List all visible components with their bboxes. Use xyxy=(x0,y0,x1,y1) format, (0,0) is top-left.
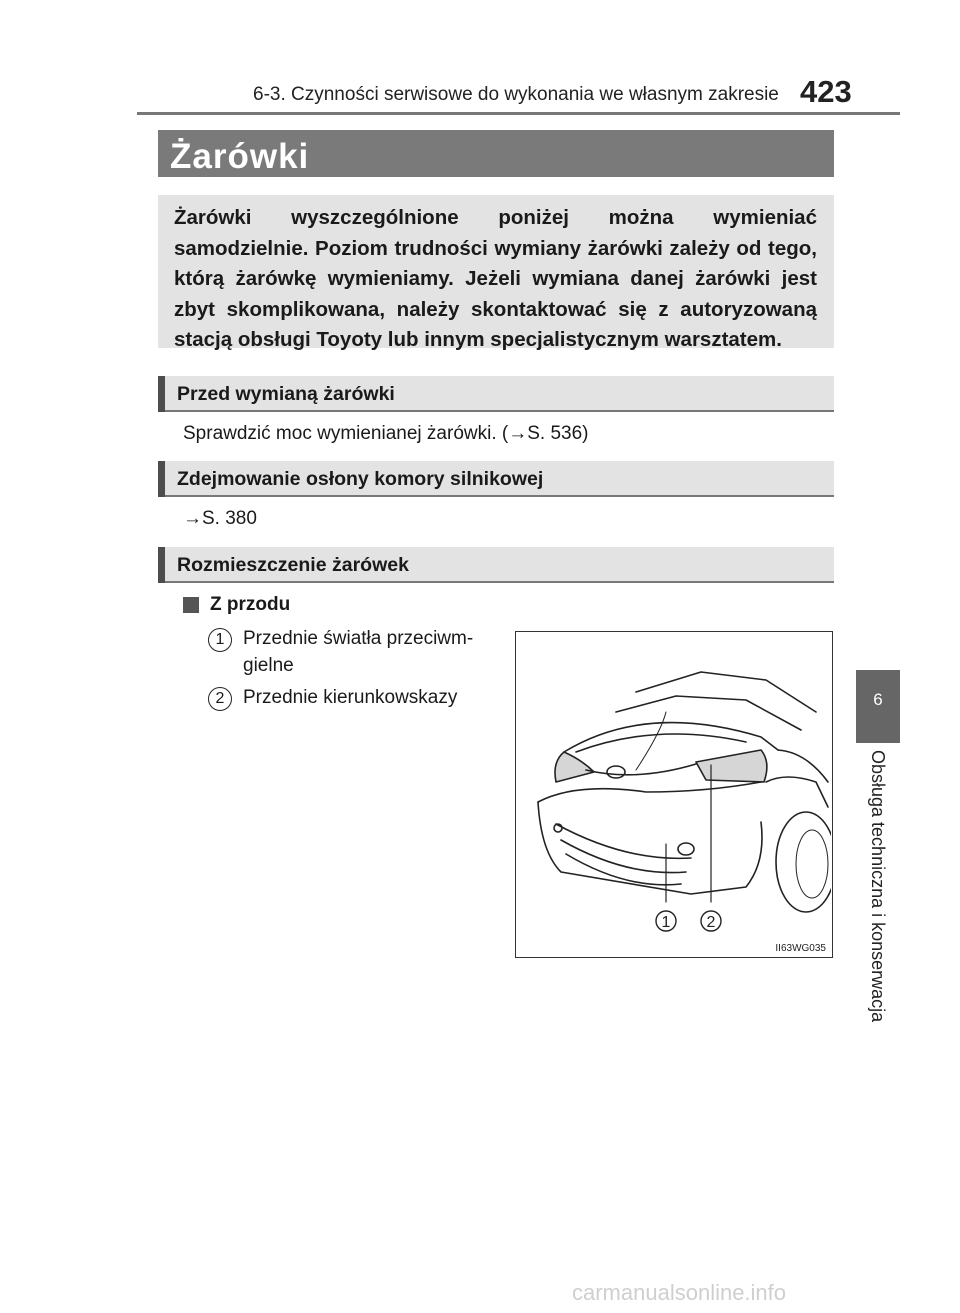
cover-text: →S. 380 xyxy=(183,508,257,529)
figure-callout-1: 1 xyxy=(661,914,671,931)
list-item-text: gielne xyxy=(243,655,294,676)
list-item-text: Przednie światła przeciwm- xyxy=(243,628,474,649)
watermark: carmanualsonline.info xyxy=(572,1280,787,1305)
before-text: Sprawdzić moc wymienianej żarówki. (→S. 536) xyxy=(183,423,589,444)
list-item xyxy=(208,628,232,652)
callout-number: 1 xyxy=(208,628,232,652)
section-heading-locations: Rozmieszczenie żarówek xyxy=(177,554,409,576)
chapter-label xyxy=(850,750,906,1050)
chapter-number: 6 xyxy=(873,690,883,709)
intro-text: Żarówki wyszczególnione poniżej można wymieniać samodzielnie. Poziom trudności wymiany żarówki zależy od tego, którą żarówkę wymieniamy. Jeżeli wymiana danej żarówki jest zbyt skomplikowana, należy skontaktować się z autoryzowaną stacją obsługi Toyoty lub innym specjalistycznym warsztatem. xyxy=(174,206,817,351)
square-bullet-icon xyxy=(183,597,199,613)
section-heading-cover: Zdejmowanie osłony komory silnikowej xyxy=(177,468,544,490)
section-marker xyxy=(158,547,165,583)
section-marker xyxy=(158,461,165,497)
figure-callout-2: 2 xyxy=(706,914,716,931)
page-number: 423 xyxy=(800,74,852,109)
header-divider xyxy=(137,112,900,115)
callout-number: 2 xyxy=(208,687,232,711)
section-marker xyxy=(158,376,165,412)
running-header: 6-3. Czynności serwisowe do wykonania we własnym zakresie xyxy=(253,84,779,105)
subheading-front: Z przodu xyxy=(210,594,291,615)
figure-code: II63WG035 xyxy=(775,943,826,954)
list-item xyxy=(208,687,232,711)
section-heading-before: Przed wymianą żarówki xyxy=(177,383,395,405)
car-front-illustration xyxy=(515,631,833,958)
car-front-drawing xyxy=(516,632,831,956)
chapter-label-text: Obsługa techniczna i konserwacja xyxy=(868,750,888,1023)
page-title: Żarówki xyxy=(170,137,310,176)
list-item-text: Przednie kierunkowskazy xyxy=(243,687,458,708)
